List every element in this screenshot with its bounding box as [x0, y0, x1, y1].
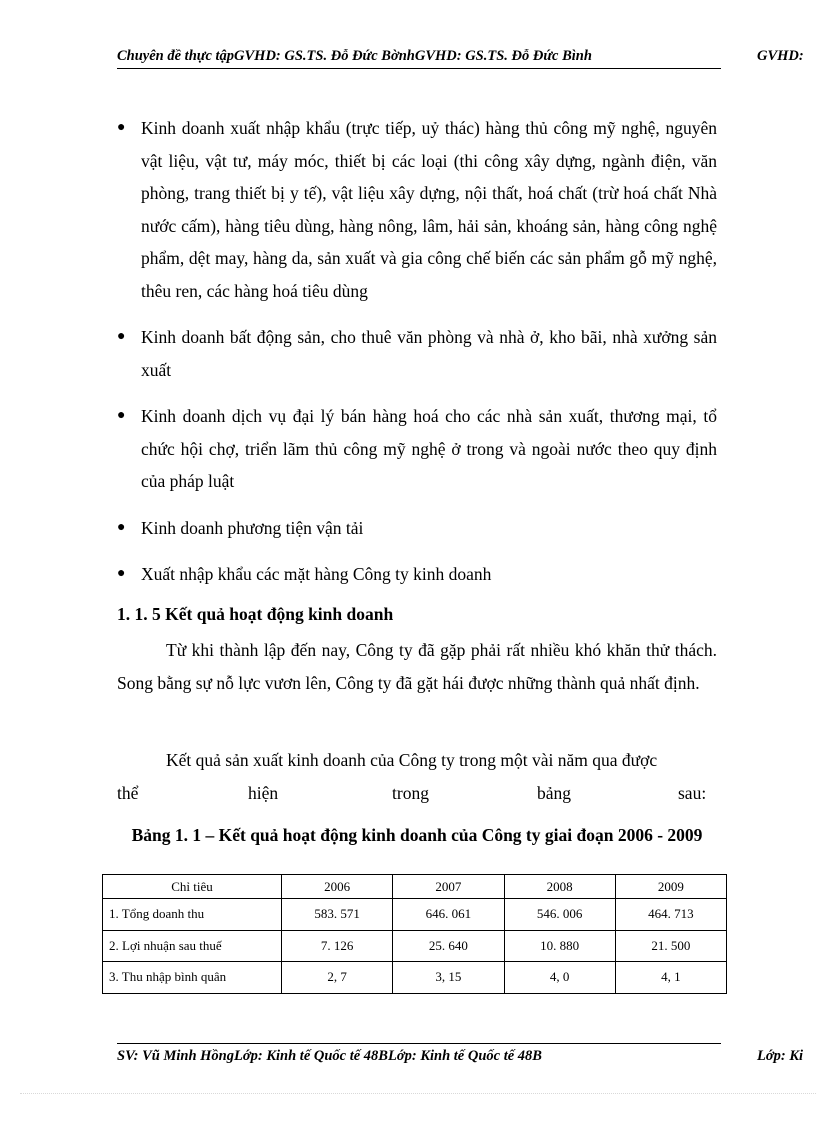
footer-right-text: Lớp: Ki: [757, 1048, 804, 1064]
list-item-text: Kinh doanh bất động sản, cho thuê văn phòng và nhà ở, kho bãi, nhà xưởng sản xuất: [141, 327, 717, 380]
bullet-dot-icon: ●: [117, 519, 126, 535]
table-cell: 2, 7: [282, 962, 393, 994]
bullet-dot-icon: ●: [117, 120, 126, 135]
column-header: 2009: [615, 875, 726, 899]
table-cell: 3. Thu nhập bình quân: [103, 962, 282, 994]
footer-left-text: SV: Vũ Minh HồngLớp: Kinh tế Quốc tế 48BLớp: Kinh tế Quốc tế 48B: [117, 1048, 542, 1064]
header-left-text: Chuyên đề thực tậpGVHD: GS.TS. Đỗ Đức BờnhGVHD: GS.TS. Đỗ Đức Bình: [117, 48, 592, 64]
table-cell: 3, 15: [393, 962, 504, 994]
list-item: [117, 321, 717, 386]
table-row: [103, 899, 727, 931]
table-cell: 464. 713: [615, 899, 726, 931]
table-cell: 4, 1: [615, 962, 726, 994]
table-cell: 4, 0: [504, 962, 615, 994]
header-rule: [117, 68, 721, 69]
table-row: [103, 930, 727, 962]
table-row: [103, 962, 727, 994]
list-item: [117, 112, 717, 307]
table-cell: 25. 640: [393, 930, 504, 962]
word: bảng: [537, 783, 572, 803]
table-header-row: [103, 875, 727, 899]
list-item: [117, 558, 717, 591]
table-cell: 10. 880: [504, 930, 615, 962]
word: trong: [392, 783, 429, 803]
list-item: [117, 512, 717, 545]
table-cell: 646. 061: [393, 899, 504, 931]
list-item-text: Kinh doanh xuất nhập khẩu (trực tiếp, uỷ thác) hàng thủ công mỹ nghệ, nguyên vật liệu, vật tư, máy móc, thiết bị các loại (thi công xây dựng, ngành điện, văn phòng, trang thiết bị y tế), vật liệu xây dựng, nội thất, hoá chất (trừ hoá chất Nhà nước cấm), hàng tiêu dùng, hàng nông, lâm, hải sản, khoáng sản, hàng công nghệ phẩm, dệt may, hàng da, sản xuất và gia công chế biến các sản phẩm gỗ mỹ nghệ, thêu ren, các hàng hoá tiêu dùng: [141, 118, 717, 301]
bullet-list: [117, 112, 717, 605]
table-cell: 2. Lợi nhuận sau thuế: [103, 930, 282, 962]
list-item-text: Xuất nhập khẩu các mặt hàng Công ty kinh doanh: [141, 564, 492, 584]
table-cell: 21. 500: [615, 930, 726, 962]
footer-rule: [117, 1043, 721, 1044]
table-cell: 546. 006: [504, 899, 615, 931]
paragraph-results-last-line: [117, 777, 717, 810]
column-header: 2008: [504, 875, 615, 899]
bullet-dot-icon: ●: [117, 566, 126, 581]
paragraph-results: Kết quả sản xuất kinh doanh của Công ty trong một vài năm qua được: [166, 750, 658, 770]
table-cell: 583. 571: [282, 899, 393, 931]
column-header: 2007: [393, 875, 504, 899]
section-title: 1. 1. 5 Kết quả hoạt động kinh doanh: [117, 604, 394, 624]
table-cell: 1. Tổng doanh thu: [103, 899, 282, 931]
page-break-line: [20, 1093, 816, 1094]
word: sau:: [678, 783, 707, 803]
list-item: [117, 400, 717, 498]
column-header: Chỉ tiêu: [103, 875, 282, 899]
table-cell: 7. 126: [282, 930, 393, 962]
word: thể: [117, 783, 139, 803]
header-right-text: GVHD:: [757, 48, 804, 64]
list-item-text: Kinh doanh dịch vụ đại lý bán hàng hoá cho các nhà sản xuất, thương mại, tổ chức hội chợ, triển lãm thủ công mỹ nghệ ở trong và ngoài nước theo quy định của pháp luật: [141, 406, 717, 491]
paragraph-intro: Từ khi thành lập đến nay, Công ty đã gặp phải rất nhiều khó khăn thử thách. Song bằng sự nỗ lực vươn lên, Công ty đã gặt hái được những thành quả nhất định.: [117, 640, 717, 693]
bullet-dot-icon: ●: [117, 408, 126, 423]
list-item-text: Kinh doanh phương tiện vận tải: [141, 517, 364, 538]
table-caption: Bảng 1. 1 – Kết quả hoạt động kinh doanh của Công ty giai đoạn 2006 - 2009: [131, 825, 703, 845]
column-header: 2006: [282, 875, 393, 899]
bullet-dot-icon: ●: [117, 329, 126, 344]
word: hiện: [248, 783, 279, 803]
page-header: [117, 48, 816, 70]
results-table: [102, 874, 727, 994]
